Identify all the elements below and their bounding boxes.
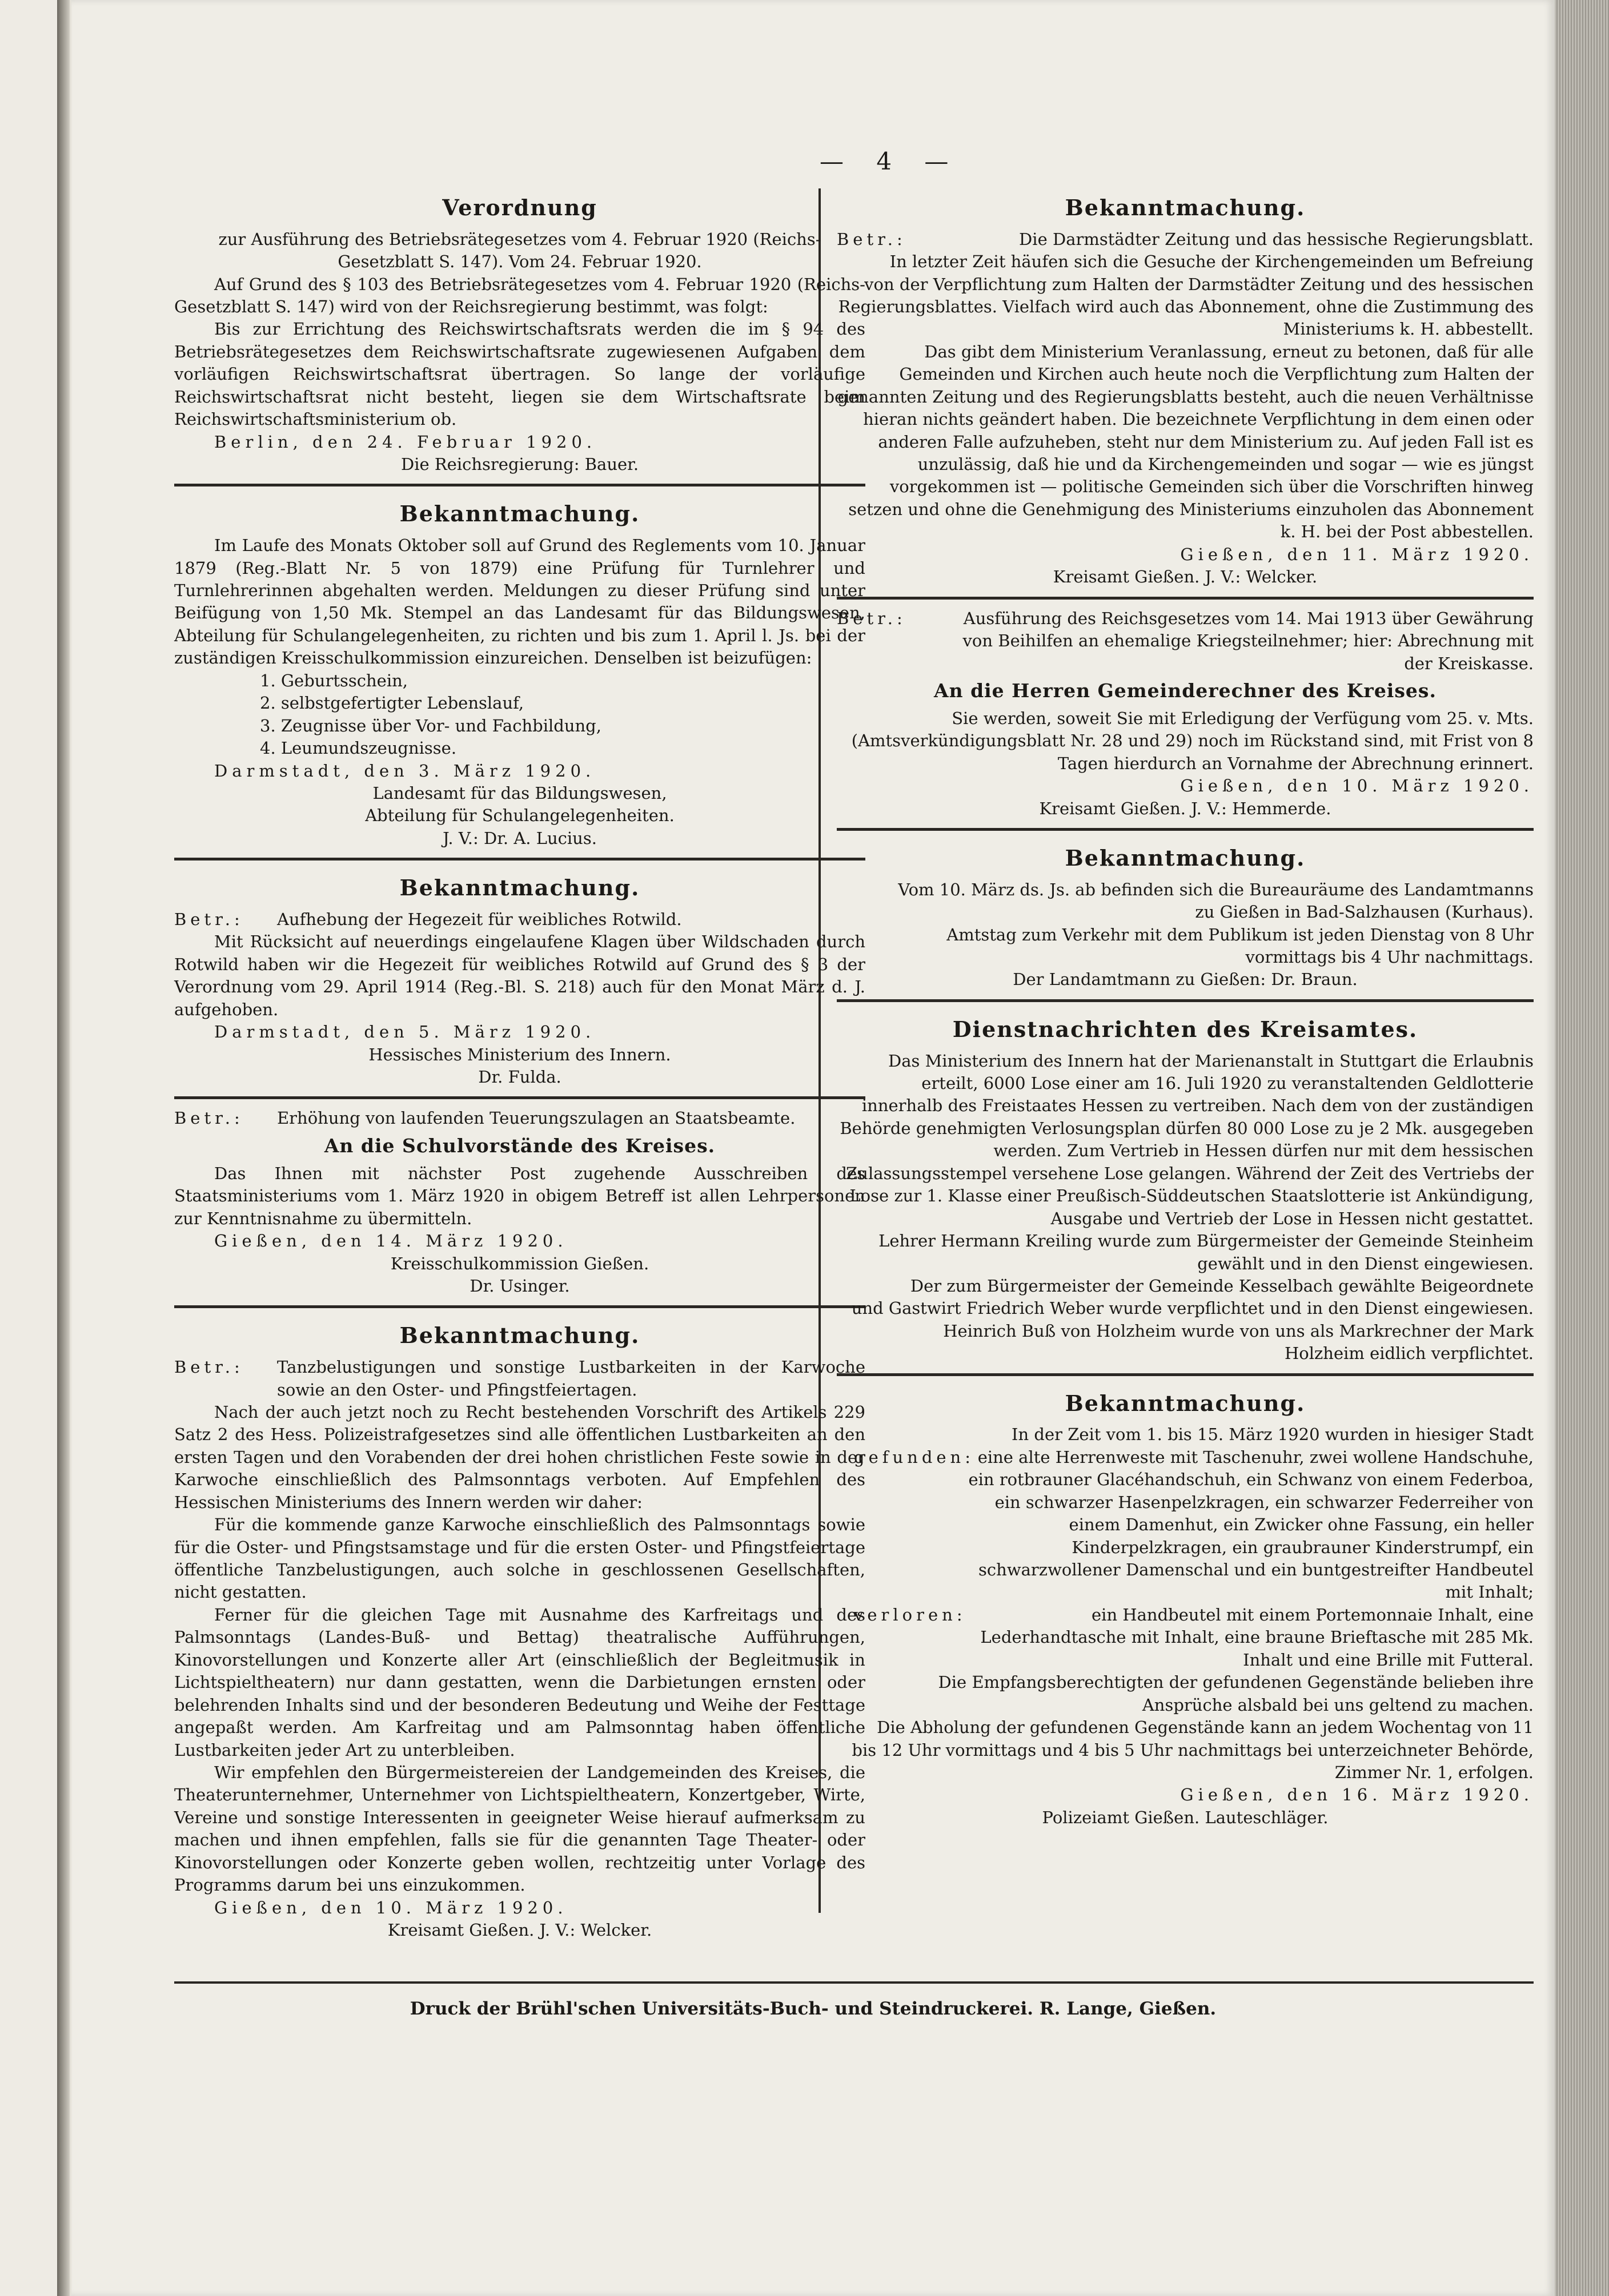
signature: Kreisschulkommission Gießen. xyxy=(390,1253,649,1273)
section-title: Bekanntmachung. xyxy=(399,1322,640,1349)
betreff xyxy=(174,908,865,931)
signature: J. V.: Dr. A. Lucius. xyxy=(443,828,597,848)
section-kriegsteilnehmer xyxy=(837,597,1534,828)
signature: Kreisamt Gießen. J. V.: Welcker. xyxy=(387,1920,652,1940)
section-rotwild xyxy=(174,858,865,1096)
date-line: Darmstadt, den 5. März 1920. xyxy=(214,1022,596,1042)
section-fundsachen xyxy=(837,1373,1534,1837)
paragraph: Sie werden, soweit Sie mit Erledigung der Verfügung vom 25. v. Mts. (Amtsverkündigungsblatt Nr. 28 und 29) noch im Rückstand sind, mit Frist von 8 Tagen hierdurch an Vornahme der Abrechnung erinnert. xyxy=(851,708,1534,773)
lost-items xyxy=(837,1604,1534,1671)
list-item: 3. Zeugnisse über Vor- und Fachbildung, xyxy=(260,715,601,735)
betreff-text: Aufhebung der Hegezeit für weibliches Rotwild. xyxy=(277,909,682,929)
betreff-text: Ausführung des Reichsgesetzes vom 14. Mai 1913 über Gewährung von Beihilfen an ehemalige Kriegsteilnehmer; hier: Abrechnung mit der Kreiskasse. xyxy=(962,608,1534,673)
paragraph: Das gibt dem Ministerium Veranlassung, erneut zu betonen, daß für alle Gemeinden und Kirchen auch heute noch die Verpflichtung zum Halten der genannten Zeitung und des Regierungsblatts besteht, auch die neuen Verhältnisse hieran nichts geändert haben. Die bezeichnete Verpflichtung in dem einen oder anderen Falle aufzuheben, steht nur dem Ministerium zu. Auf jeden Fall ist es unzulässig, daß hie und da Kirchengemeinden und sogar — wie es jüngst vorgekommen ist — politische Gemeinden sich über die Vorschriften hinweg setzen und ohne die Genehmigung des Ministeriums einzuholen das Abonnement k. H. bei der Post abbestellen. xyxy=(837,341,1534,542)
betreff xyxy=(174,1356,865,1401)
book-spine xyxy=(57,0,70,2296)
date-line: Gießen, den 16. März 1920. xyxy=(1180,1785,1534,1805)
betreff-label: Betr.: xyxy=(837,608,906,628)
betreff-text: Tanzbelustigungen und sonstige Lustbarkeiten in der Karwoche sowie an den Oster- und Pfingstfeiertagen. xyxy=(277,1357,865,1400)
betreff xyxy=(837,608,1534,675)
paragraph: Im Laufe des Monats Oktober soll auf Grund des Reglements vom 10. Januar 1879 (Reg.-Blatt Nr. 5 von 1879) eine Prüfung für Turnlehrer und Turnlehrerinnen abgehalten werden. Meldungen zu dieser Prüfung sind unter Beifügung von 1,50 Mk. Stempel an das Landesamt für das Bildungswesen, Abteilung für Schulangelegenheiten, zu richten und bis zum 1. April l. Js. bei der zuständigen Kreisschulkommission einzureichen. Denselben ist beizufügen: xyxy=(174,536,865,668)
paragraph: In der Zeit vom 1. bis 15. März 1920 wurden in hiesiger Stadt xyxy=(1012,1425,1534,1445)
found-items xyxy=(837,1446,1534,1604)
paragraph: Die Empfangsberechtigten der gefundenen Gegenstände belieben ihre Ansprüche alsbald bei uns geltend zu machen. xyxy=(938,1672,1534,1715)
section-title: Dienstnachrichten des Kreisamtes. xyxy=(952,1016,1418,1042)
lost-label: verloren: xyxy=(854,1605,966,1625)
paragraph: Der zum Bürgermeister der Gemeinde Kesselbach gewählte Beigeordnete und Gastwirt Friedrich Weber wurde verpflichtet und in den Dienst eingewiesen. xyxy=(851,1276,1534,1318)
section-dienstnachrichten xyxy=(837,999,1534,1373)
signature: Kreisamt Gießen. J. V.: Hemmerde. xyxy=(1039,798,1331,818)
list-item: 1. Geburtsschein, xyxy=(260,670,408,690)
date-line: Gießen, den 10. März 1920. xyxy=(1180,776,1534,796)
section-teuerungszulagen xyxy=(174,1096,865,1305)
betreff xyxy=(837,228,1534,251)
section-title: Bekanntmachung. xyxy=(399,501,640,527)
date-line: Gießen, den 14. März 1920. xyxy=(214,1231,568,1251)
betreff-text: Erhöhung von laufenden Teuerungszulagen an Staatsbeamte. xyxy=(277,1108,796,1128)
paragraph: Das Ministerium des Innern hat der Marienanstalt in Stuttgart die Erlaubnis erteilt, 6000 Lose einer am 16. Juli 1920 zu veranstaltenden Geldlotterie innerhalb des Freistaates Hessen zu vertreiben. Nach dem von der zuständigen Behörde genehmigten Verlosungsplan dürfen 80 000 Lose zu je 2 Mk. ausgegeben werden. Zum Vertrieb in Hessen dürfen nur mit dem hessischen Zulassungsstempel versehene Lose gelangen. Während der Zeit des Vertriebs der Lose zur 1. Klasse einer Preußisch-Süddeutschen Staatslotterie ist Ankündigung, Ausgabe und Vertrieb der Lose in Hessen nicht gestattet. xyxy=(840,1051,1534,1228)
signature: Die Reichsregierung: Bauer. xyxy=(400,455,639,475)
signature: Abteilung für Schulangelegenheiten. xyxy=(365,806,675,826)
list xyxy=(174,670,865,760)
imprint: Druck der Brühl'schen Universitäts-Buch- und Steindruckerei. R. Lange, Gießen. xyxy=(410,1999,1217,2019)
signature: Landesamt für das Bildungswesen, xyxy=(372,783,667,803)
paragraph: Für die kommende ganze Karwoche einschließlich des Palmsonntags sowie für die Oster- und Pfingstsamstage und für die ersten Oster- und Pfingstfeiertage öffentliche Tanzbelustigungen, auch solche in geschlossenen Gesellschaften, nicht gestatten. xyxy=(174,1515,865,1602)
found-text: eine alte Herrenweste mit Taschenuhr, zwei wollene Handschuhe, ein rotbrauner Glacéhandschuh, ein Schwanz von einem Federboa, ein schwarzer Hasenpelzkragen, ein schwarzer Federreiher von einem Damenhut, ein Zwicker ohne Fassung, ein heller Kinderpelzkragen, ein graubrauner Kinderstrumpf, ein schwarzwollener Damenschal und ein buntgestreifter Handbeutel mit Inhalt; xyxy=(968,1447,1534,1602)
betreff-label: Betr.: xyxy=(174,1108,244,1128)
section-title: Bekanntmachung. xyxy=(399,875,640,901)
section-subtitle: An die Herren Gemeinderechner des Kreises. xyxy=(933,679,1437,702)
paragraph: Lehrer Hermann Kreiling wurde zum Bürgermeister der Gemeinde Steinheim gewählt und in den Dienst eingewiesen. xyxy=(878,1231,1534,1273)
paragraph: Bis zur Errichtung des Reichswirtschaftsrats werden die im § 94 des Betriebsrätegesetzes dem Reichswirtschaftsrate zugewiesenen Aufgaben dem vorläufigen Reichswirtschaftsrat übertragen. So lange der vorläufige Reichswirtschaftsrat nicht besteht, liegen sie dem Wirtschaftsrate beim Reichswirtschaftsministerium ob. xyxy=(174,319,865,429)
date-line: Gießen, den 10. März 1920. xyxy=(214,1897,568,1917)
paragraph: Mit Rücksicht auf neuerdings eingelaufene Klagen über Wildschaden durch Rotwild haben wir die Hegezeit für weibliches Rotwild auf Grund des § 3 der Verordnung vom 29. April 1914 (Reg.-Bl. S. 218) auch für den Monat März d. J. aufgehoben. xyxy=(174,932,865,1019)
page xyxy=(71,0,1555,2296)
paragraph: In letzter Zeit häufen sich die Gesuche der Kirchengemeinden um Befreiung von der Verpflichtung zum Halten der Darmstädter Zeitung und des hessischen Regierungsblattes. Vielfach wird auch das Abonnement, ohne die Zustimmung des Ministeriums k. H. abbestellt. xyxy=(838,252,1534,339)
date-line: Darmstadt, den 3. März 1920. xyxy=(214,761,596,781)
list-item: 4. Leumundszeugnisse. xyxy=(260,738,457,758)
signature: Der Landamtmann zu Gießen: Dr. Braun. xyxy=(1013,970,1358,990)
found-label: gefunden: xyxy=(854,1447,974,1467)
section-darmstaedter-zeitung xyxy=(837,193,1534,597)
paragraph: Heinrich Buß von Holzheim wurde von uns als Markrechner der Mark Holzheim eidlich verpflichtet. xyxy=(943,1321,1534,1364)
signature: Polizeiamt Gießen. Lauteschläger. xyxy=(1042,1807,1329,1827)
paragraph: Auf Grund des § 103 des Betriebsrätegesetzes vom 4. Februar 1920 (Reichs-Gesetzblatt S. 147) wird von der Reichsregierung bestimmt, was folgt: xyxy=(174,274,865,316)
betreff-text: Die Darmstädter Zeitung und das hessische Regierungsblatt. xyxy=(1019,229,1534,249)
section-title: Bekanntmachung. xyxy=(1065,1390,1306,1416)
adjacent-page xyxy=(0,0,59,2296)
betreff-label: Betr.: xyxy=(837,229,906,249)
paragraph: Ferner für die gleichen Tage mit Ausnahme des Karfreitags und des Palmsonntags (Landes-Buß- und Bettag) theatralische Aufführungen, Kinovorstellungen und Konzerte aller Art (einschließlich der Begleitmusik in Lichtspieltheatern) nur dann gestatten, wenn die Darbietungen ernsten oder belehrenden Inhalts sind und der besonderen Bedeutung und Weihe der Festtage angepaßt werden. Am Karfreitag und am Palmsonntag haben öffentliche Lustbarkeiten jeder Art zu unterbleiben. xyxy=(174,1605,865,1760)
section-subtitle: An die Schulvorstände des Kreises. xyxy=(324,1134,716,1157)
betreff xyxy=(174,1107,865,1129)
paragraph: Wir empfehlen den Bürgermeistereien der Landgemeinden des Kreises, die Theaterunternehmer, Unternehmer von Lichtspieltheatern, Konzertgeber, Wirte, Vereine und sonstige Interessenten in geeigneter Weise hierauf aufmerksam zu machen und ihnen empfehlen, falls sie für die genannten Tage Theater- oder Kinovorstellungen oder Konzerte geben wollen, rechtzeitig unter Vorlage des Programms darum bei uns einzukommen. xyxy=(174,1762,865,1895)
list-item: 2. selbstgefertigter Lebenslauf, xyxy=(260,693,524,713)
section-tanzbelustigungen xyxy=(174,1305,865,1949)
paragraph: Nach der auch jetzt noch zu Recht bestehenden Vorschrift des Artikels 229 Satz 2 des Hess. Polizeistrafgesetzes sind alle öffentlichen Lustbarkeiten an den ersten Tagen und den Vorabenden der drei hohen christlichen Feste sowie in der Karwoche einschließlich des Palmsonntags verboten. Auf Empfehlen des Hessischen Ministeriums des Innern werden wir daher: xyxy=(174,1402,865,1512)
paragraph: Die Abholung der gefundenen Gegenstände kann an jedem Wochentag von 11 bis 12 Uhr vormittags und 4 bis 5 Uhr nachmittags bei unterzeichneter Behörde, Zimmer Nr. 1, erfolgen. xyxy=(852,1718,1534,1782)
signature: Dr. Fulda. xyxy=(478,1067,561,1087)
section-turnlehrer xyxy=(174,484,865,858)
date-line: Berlin, den 24. Februar 1920. xyxy=(214,432,597,452)
section-title: Verordnung xyxy=(442,195,597,220)
left-column xyxy=(174,188,865,1949)
section-title: Bekanntmachung. xyxy=(1065,195,1306,220)
signature: Hessisches Ministerium des Innern. xyxy=(368,1044,671,1064)
date-line: Gießen, den 11. März 1920. xyxy=(1180,544,1534,564)
betreff-label: Betr.: xyxy=(174,1357,244,1377)
page-number: — 4 — xyxy=(820,147,961,175)
right-column xyxy=(837,188,1609,1837)
paragraph: Vom 10. März ds. Js. ab befinden sich die Bureauräume des Landamtmanns zu Gießen in Bad-Salzhausen (Kurhaus). xyxy=(898,879,1534,922)
section-verordnung xyxy=(174,193,865,484)
paragraph: Amtstag zum Verkehr mit dem Publikum ist jeden Dienstag von 8 Uhr vormittags bis 4 Uhr nachmittags. xyxy=(946,924,1534,967)
section-landamtmann xyxy=(837,828,1534,999)
imprint-rule xyxy=(174,1981,1534,1984)
signature: Kreisamt Gießen. J. V.: Welcker. xyxy=(1053,567,1318,587)
paragraph: zur Ausführung des Betriebsrätegesetzes vom 4. Februar 1920 (Reichs-Gesetzblatt S. 147). Vom 24. Februar 1920. xyxy=(218,229,821,272)
section-title: Bekanntmachung. xyxy=(1065,845,1306,871)
paragraph: Das Ihnen mit nächster Post zugehende Ausschreiben des Staatsministeriums vom 1. März 1920 in obigem Betreff ist allen Lehrpersonen zur Kenntnisnahme zu übermitteln. xyxy=(174,1163,865,1228)
lost-text: ein Handbeutel mit einem Portemonnaie Inhalt, eine Lederhandtasche mit Inhalt, eine braune Brieftasche mit 285 Mk. Inhalt und eine Brille mit Futteral. xyxy=(980,1605,1534,1670)
betreff-label: Betr.: xyxy=(174,909,244,929)
signature: Dr. Usinger. xyxy=(470,1276,570,1296)
